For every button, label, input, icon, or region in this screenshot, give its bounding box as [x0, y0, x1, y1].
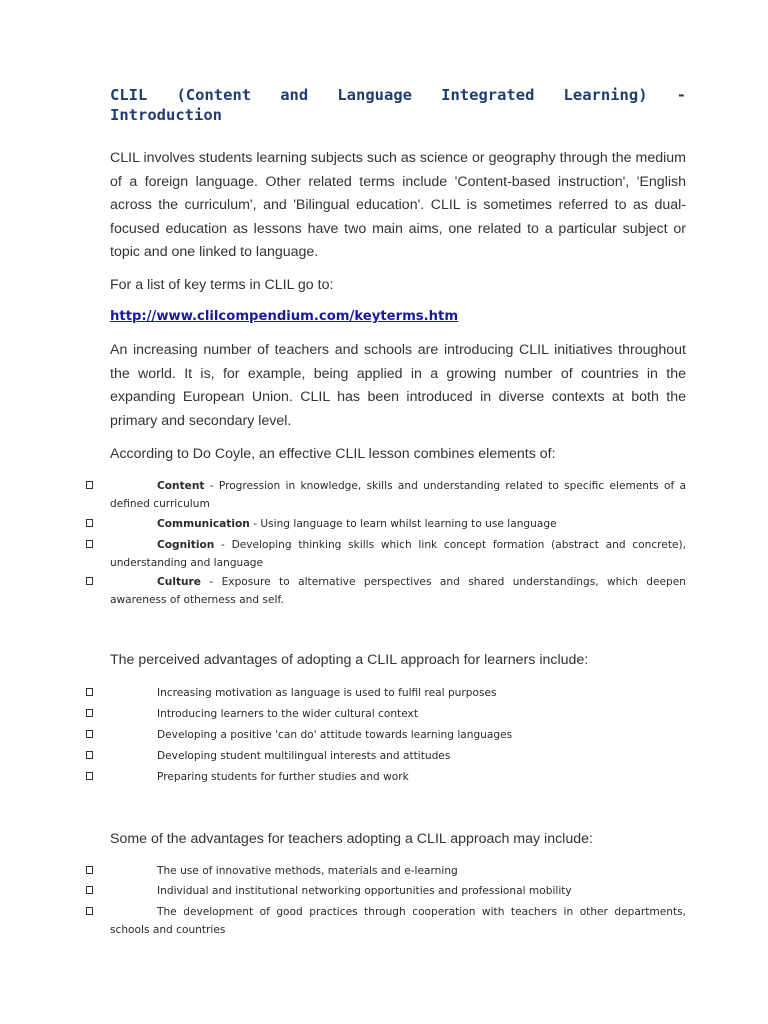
- list-item-text: Developing student multilingual interests and attitudes: [157, 750, 451, 762]
- list-item-text: Individual and institutional networking opportunities and professional mobility: [157, 885, 572, 897]
- list-item-cognition: [0, 536, 768, 572]
- teachers-intro-text: Some of the advantages for teachers adopting a CLIL approach may include:: [110, 831, 593, 847]
- list-item-communication: [0, 515, 768, 533]
- document-title: CLIL (Content and Language Integrated Learning) - Introduction: [110, 86, 686, 124]
- checkbox-bullet-icon: [86, 772, 93, 780]
- coyle-intro-text: According to Do Coyle, an effective CLIL lesson combines elements of:: [110, 446, 556, 462]
- list-item-text: The development of good practices through cooperation with teachers in other departments, schools and countries: [110, 906, 686, 936]
- element-term: Content: [157, 480, 205, 492]
- list-item-content: [0, 477, 768, 513]
- checkbox-bullet-icon: [86, 730, 93, 738]
- element-term: Cognition: [157, 539, 215, 551]
- element-description: - Developing thinking skills which link concept formation (abstract and concrete), understanding and language: [110, 539, 686, 569]
- list-item-culture: [0, 573, 768, 609]
- element-description: - Exposure to alternative perspectives and shared understandings, which deepen awareness of otherness and self.: [110, 576, 686, 606]
- checkbox-bullet-icon: [86, 577, 93, 585]
- intro-paragraph: CLIL involves students learning subjects such as science or geography through the medium of a foreign language. Other related terms include 'Content-based instruction', 'English across the curriculum', and 'Bilingual education'. CLIL is sometimes referred to as dual-focused education as lessons have two main aims, one related to a particular subject or topic and one linked to language.: [110, 150, 686, 261]
- checkbox-bullet-icon: [86, 907, 93, 915]
- learners-intro-text: The perceived advantages of adopting a CLIL approach for learners include:: [110, 652, 589, 668]
- list-item: [0, 747, 768, 765]
- increasing-paragraph: An increasing number of teachers and schools are introducing CLIL initiatives throughout the world. It is, for example, being applied in a growing number of countries in the expanding European Union. CLIL has been introduced in diverse contexts at both the primary and secondary level.: [110, 342, 686, 429]
- key-terms-link[interactable]: http://www.clilcompendium.com/keyterms.htm: [110, 309, 459, 324]
- learners-advantages-list: [0, 684, 768, 786]
- checkbox-bullet-icon: [86, 886, 93, 894]
- element-description: - Using language to learn whilst learning to use language: [249, 518, 557, 530]
- element-description: - Progression in knowledge, skills and understanding related to specific elements of a defined curriculum: [110, 480, 686, 510]
- checkbox-bullet-icon: [86, 866, 93, 874]
- list-item: [0, 862, 768, 880]
- list-item: [0, 768, 768, 786]
- list-item: [0, 705, 768, 723]
- checkbox-bullet-icon: [86, 709, 93, 717]
- list-item: [0, 882, 768, 900]
- checkbox-bullet-icon: [86, 519, 93, 527]
- checkbox-bullet-icon: [86, 481, 93, 489]
- checkbox-bullet-icon: [86, 751, 93, 759]
- element-term: Culture: [157, 576, 201, 588]
- checkbox-bullet-icon: [86, 540, 93, 548]
- list-item-text: Preparing students for further studies and work: [157, 771, 409, 783]
- teachers-advantages-list: [0, 862, 768, 939]
- list-item-text: Introducing learners to the wider cultural context: [157, 708, 418, 720]
- list-item: [0, 903, 768, 939]
- checkbox-bullet-icon: [86, 688, 93, 696]
- elements-list: [0, 477, 768, 609]
- key-terms-text: For a list of key terms in CLIL go to:: [110, 277, 334, 293]
- list-item-text: The use of innovative methods, materials and e-learning: [157, 865, 458, 877]
- list-item-text: Increasing motivation as language is used to fulfil real purposes: [157, 687, 497, 699]
- list-item: [0, 726, 768, 744]
- list-item: [0, 684, 768, 702]
- list-item-text: Developing a positive 'can do' attitude towards learning languages: [157, 729, 513, 741]
- element-term: Communication: [157, 518, 250, 530]
